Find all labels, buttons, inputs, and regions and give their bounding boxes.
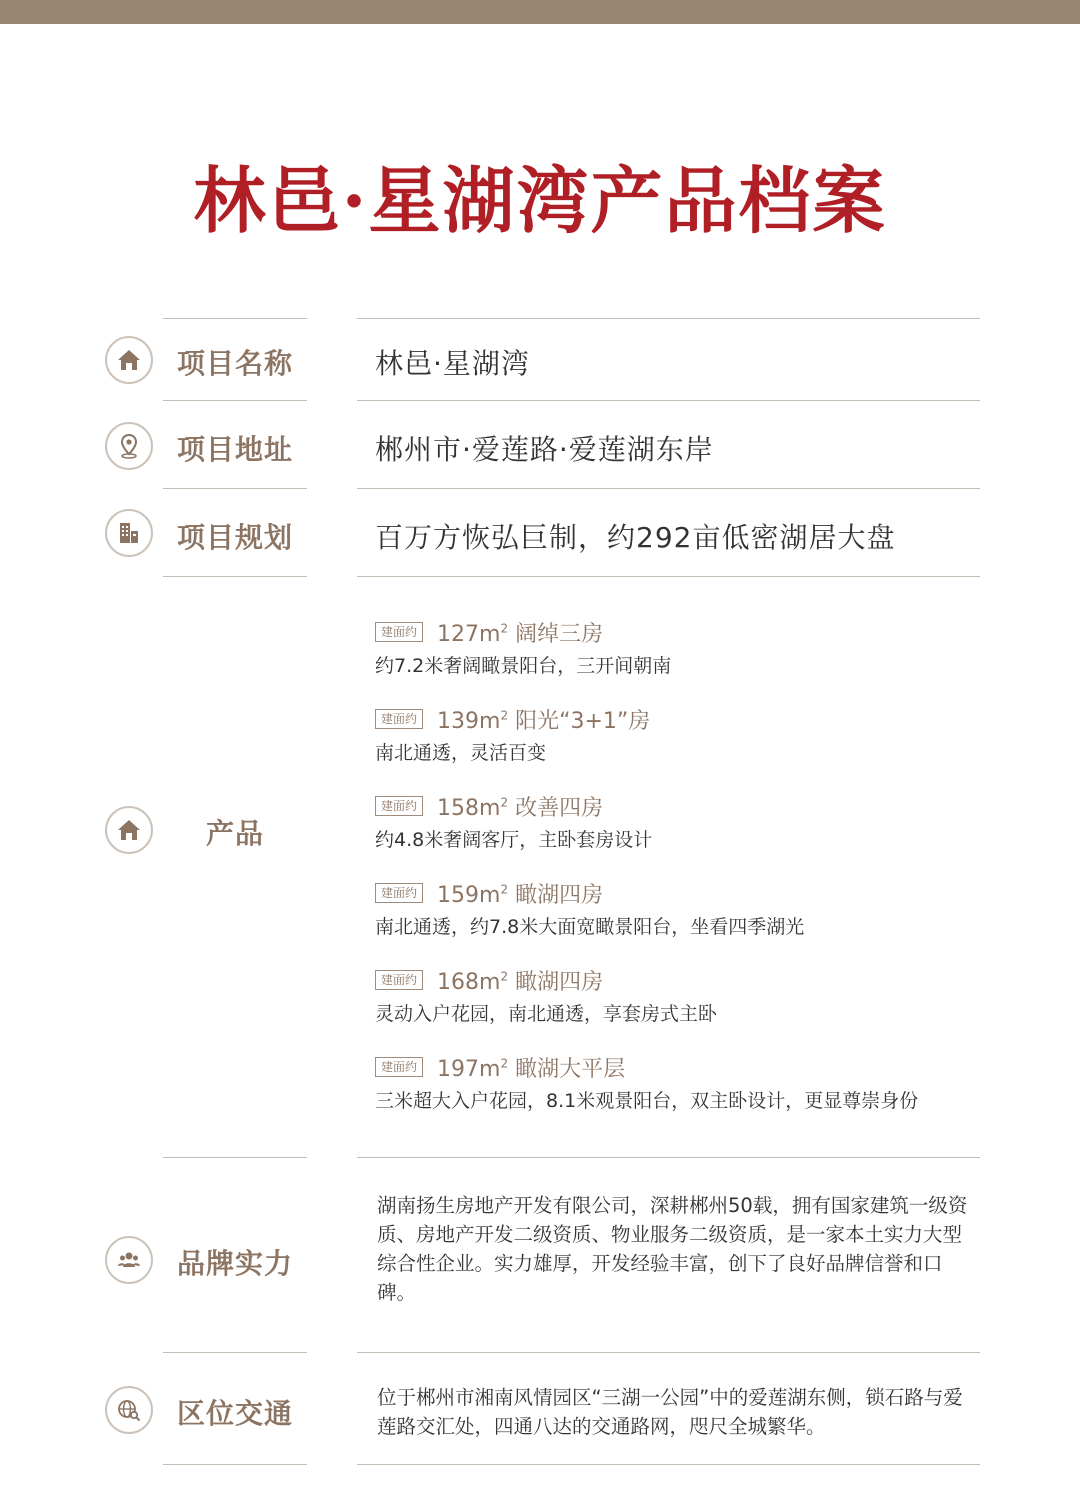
divider	[163, 1352, 307, 1353]
area-badge: 建面约	[375, 1057, 423, 1077]
product-size: $127m^2$ 阔绰三房	[437, 621, 604, 647]
row-value-planning: 百万方恢弘巨制，约292亩低密湖居大盘	[375, 521, 896, 554]
area-badge: 建面约	[375, 796, 423, 816]
product-desc: 约7.2米奢阔瞰景阳台，三开间朝南	[375, 655, 672, 677]
brand-label: 品牌实力	[176, 1247, 293, 1280]
product-size: $168m^2$ 瞰湖四房	[437, 969, 604, 995]
product-size: $158m^2$ 改善四房	[437, 795, 604, 821]
divider	[357, 1352, 980, 1353]
product-item	[375, 703, 650, 765]
product-size: $139m^2$ 阳光“3+1”房	[437, 708, 651, 734]
row-value-address: 郴州市·爱莲路·爱莲湖东岸	[375, 433, 714, 466]
location-text: 位于郴州市湘南风情园区“三湖一公园”中的爱莲湖东侧，锁石路与爱莲路交汇处，四通八达的交通路网，咫尺全城繁华。	[377, 1386, 963, 1438]
product-desc: 灵动入户花园，南北通透，享套房式主卧	[375, 1003, 718, 1025]
divider	[357, 400, 980, 401]
product-item	[375, 1051, 918, 1113]
people-icon	[105, 1236, 153, 1284]
area-badge: 建面约	[375, 970, 423, 990]
divider	[163, 488, 307, 489]
page-title: 林邑·星湖湾产品档案	[193, 158, 887, 243]
divider	[357, 1464, 980, 1465]
product-size: $197m^2$ 瞰湖大平层	[437, 1056, 626, 1082]
home-icon	[105, 336, 153, 384]
row-value-project-name: 林邑·星湖湾	[375, 347, 530, 380]
divider	[163, 576, 307, 577]
product-desc: 三米超大入户花园，8.1米观景阳台，双主卧设计，更显尊崇身份	[375, 1090, 919, 1112]
product-desc: 南北通透，约7.8米大面宽瞰景阳台，坐看四季湖光	[375, 916, 805, 938]
divider	[163, 1464, 307, 1465]
divider	[357, 318, 980, 319]
divider	[163, 1157, 307, 1158]
product-item	[375, 964, 717, 1026]
area-badge: 建面约	[375, 709, 423, 729]
row-label-planning: 项目规划	[176, 521, 293, 554]
divider	[163, 400, 307, 401]
divider	[163, 318, 307, 319]
home-icon	[105, 806, 153, 854]
product-item	[375, 877, 804, 939]
row-label-address: 项目地址	[176, 433, 293, 466]
divider	[357, 576, 980, 577]
product-size: $159m^2$ 瞰湖四房	[437, 882, 604, 908]
buildings-icon	[105, 509, 153, 557]
product-desc: 南北通透，灵活百变	[375, 742, 547, 764]
divider	[357, 1157, 980, 1158]
area-badge: 建面约	[375, 883, 423, 903]
location-pin-icon	[105, 422, 153, 470]
location-label: 区位交通	[176, 1397, 293, 1430]
globe-search-icon	[105, 1386, 153, 1434]
area-badge: 建面约	[375, 622, 423, 642]
brand-text: 湖南扬生房地产开发有限公司，深耕郴州50载，拥有国家建筑一级资质、房地产开发二级资质、物业服务二级资质，是一家本土实力大型综合性企业。实力雄厚，开发经验丰富，创下了良好品牌信誉和口碑。	[377, 1194, 968, 1304]
product-item	[375, 790, 652, 852]
top-color-bar	[0, 0, 1080, 24]
divider	[357, 488, 980, 489]
row-label-project-name: 项目名称	[176, 347, 293, 380]
product-label: 产品	[205, 817, 264, 850]
product-desc: 约4.8米奢阔客厅，主卧套房设计	[375, 829, 653, 851]
product-item	[375, 616, 671, 678]
